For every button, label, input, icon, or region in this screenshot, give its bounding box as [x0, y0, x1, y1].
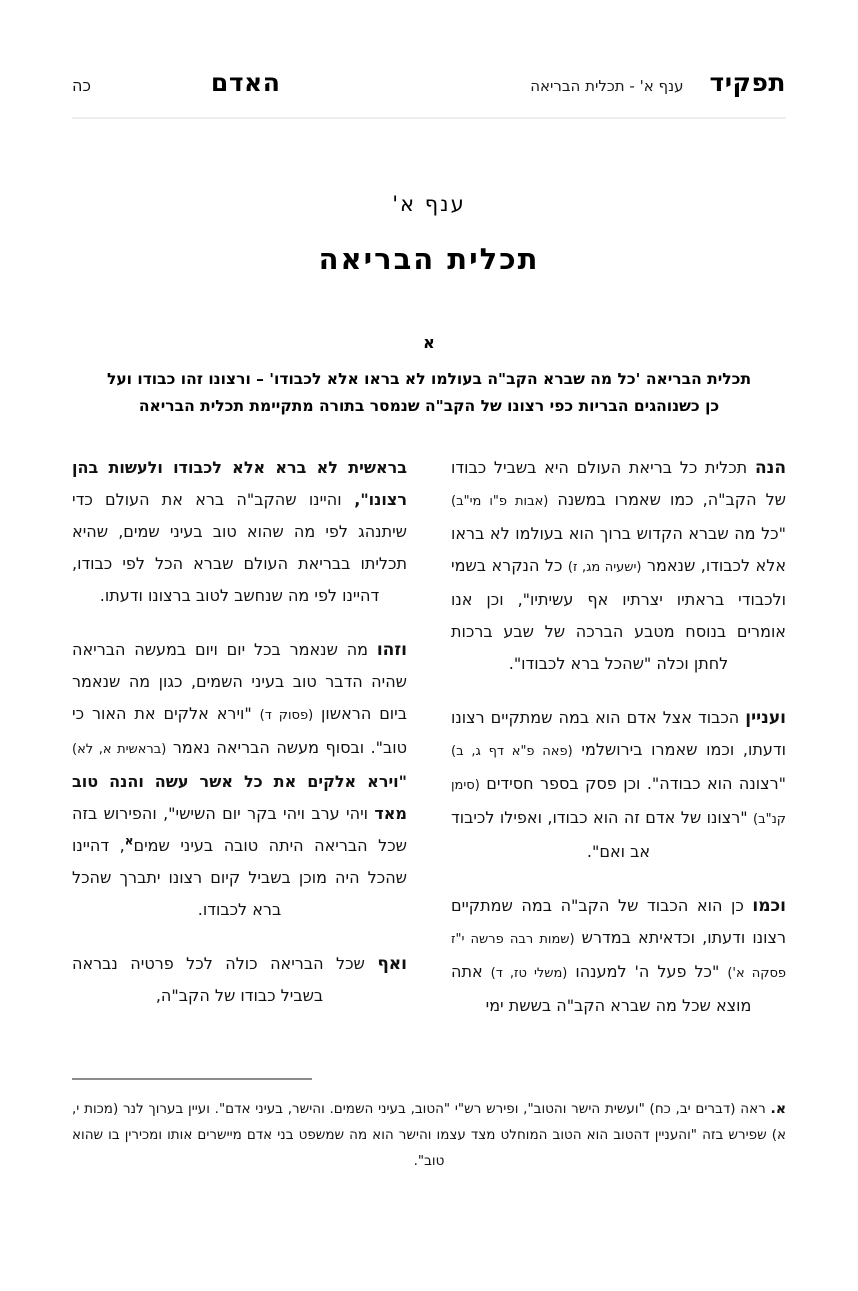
source-citation: (אבות פ"ו מי"ב) [451, 494, 549, 509]
section-number: א [423, 333, 435, 352]
paragraph-text: והיינו שהקב"ה ברא את העולם כדי שיתנהג לפי מה שהוא טוב בעיני שמים, שהיא תכליתו בבריאת העולם שברא הכל לפי כבודו, דהיינו לפי מה שנחשב לטוב ברצונו ודעתו. [72, 490, 407, 605]
footnote-text: ראה [735, 1101, 771, 1117]
paragraph-text: "רצונה הוא כבודה". וכן פסק בספר חסידים [479, 774, 786, 793]
paragraph-text: אתה מוצא שכל מה שברא הקב"ה בששת ימי [451, 962, 752, 1015]
paragraph-lead: ואף [377, 954, 407, 974]
header-branch-running: ענף א' - תכלית הבריאה [530, 77, 684, 95]
paragraph-text: שכל הבריאה כולה לכל פרטיה נבראה בשביל כבודו של הקב"ה, [72, 954, 378, 1005]
body-columns [72, 452, 786, 1052]
paragraph-bold-quote: "וירא אלקים את כל אשר עשה והנה טוב מאד [72, 772, 407, 823]
paragraph [451, 890, 786, 1022]
title-block [72, 192, 786, 276]
footnote-text: שפירש בזה "והעניין דהטוב הוא הטוב המוחלט מצד עצמו והישר הוא מה שמשפט בני אדם מיישרים אותו ומכירין בו שהוא טוב". [72, 1127, 772, 1169]
paragraph [451, 702, 786, 868]
header-book-title: תפקיד [709, 68, 786, 97]
section-intro: תכלית הבריאה 'כל מה שברא הקב"ה בעולמו לא בראו אלא לכבודו' – ורצונו זהו כבודו ועל כן כשנוהגים הבריות כפי רצונו של הקב"ה שנמסר בתורה מתקיימת תכלית הבריאה [106, 370, 752, 415]
paragraph-text: , דהיינו שהכל היה מוכן בשביל קיום רצונו יתברך שהכל ברא לכבודו. [72, 836, 407, 919]
paragraph-lead: ועניין [745, 708, 786, 728]
paragraph [72, 452, 407, 612]
chapter-title: תכלית הבריאה [318, 242, 540, 276]
branch-label: ענף א' [392, 192, 466, 216]
column-right [451, 452, 786, 1052]
header-left-group [72, 68, 280, 97]
footnote-marker: א. [770, 1101, 787, 1117]
paragraph [72, 634, 407, 926]
source-citation: (סימן קנ"ב) [451, 778, 786, 827]
paragraph-text: תכלית כל בריאת העולם היא בשביל כבודו של הקב"ה, כמו שאמרו במשנה [451, 458, 787, 509]
paragraph-text: "כל מה שברא הקדוש ברוך הוא בעולמו לא בראו אלא לכבודו, שנאמר [451, 524, 787, 575]
paragraph-lead: הנה [754, 458, 786, 478]
source-citation: (שמות רבה פרשה י"ז פסקה א') [451, 932, 786, 981]
footnote-reference[interactable]: א [124, 833, 134, 848]
paragraph-text: "רצונו של אדם זה הוא כבודו, ואפילו לכיבוד אב ואם". [451, 808, 753, 861]
paragraph-text: מה שנאמר בכל יום ויום במעשה הבריאה שהיה הדבר טוב בעיני השמים, כגון מה שנאמר ביום הראשון [72, 640, 407, 723]
page-number: כה [72, 76, 91, 95]
paragraph [451, 452, 786, 680]
paragraph-text: כל הנקרא בשמי ולכבודי בראתיו יצרתיו אף עשיתיו", וכן אנו אומרים בנוסח מטבע הברכה של שבע ברכות לחתן וכלה "שהכל ברא לכבודו". [451, 556, 786, 673]
source-citation: (דברים יב, כח) [649, 1101, 736, 1117]
running-header [72, 68, 786, 108]
paragraph-text: "כל פעל ה' למענהו [567, 962, 728, 981]
header-right-group [530, 68, 786, 97]
header-section-running: האדם [210, 68, 281, 97]
paragraph-text: כן הוא הכבוד של הקב"ה במה שמתקיים רצונו ודעתו, וכדאיתא במדרש [451, 896, 786, 947]
paragraph-text: הכבוד אצל אדם הוא במה שמתקיים רצונו ודעתו, וכמו שאמרו בירושלמי [451, 708, 786, 759]
column-left [72, 452, 407, 1052]
footnote-text: "ועשית הישר והטוב", ופירש רש"י "הטוב, בעיני השמים. והישר, בעיני אדם". ועיין בערוך לנר [118, 1101, 650, 1117]
source-citation: (ישעיה מג, ז) [567, 560, 642, 575]
paragraph-bold-opening: בראשית לא ברא אלא לכבודו ולעשות בהן רצונו", [72, 458, 407, 509]
source-citation: (פאה פ"א דף ג, ב) [451, 744, 573, 759]
footnote-block [72, 1096, 786, 1174]
header-divider [72, 117, 786, 119]
source-citation: (פסוק ד) [259, 708, 314, 723]
source-citation: (מכות י, א) [72, 1101, 786, 1143]
paragraph-text: "וירא אלקים את האור כי טוב". ובסוף מעשה הבריאה נאמר [72, 704, 408, 757]
paragraph-lead: וזהו [376, 640, 407, 660]
paragraph-text: ויהי ערב ויהי בקר יום השישי", והפירוש בזה שכל הבריאה היתה טובה בעיני שמים [72, 804, 407, 855]
source-citation: (בראשית א, לא) [72, 742, 167, 757]
footnote-divider [72, 1078, 312, 1080]
source-citation: (משלי טז, ד) [490, 966, 568, 981]
paragraph-lead: וכמו [752, 896, 786, 916]
paragraph [72, 948, 407, 1012]
